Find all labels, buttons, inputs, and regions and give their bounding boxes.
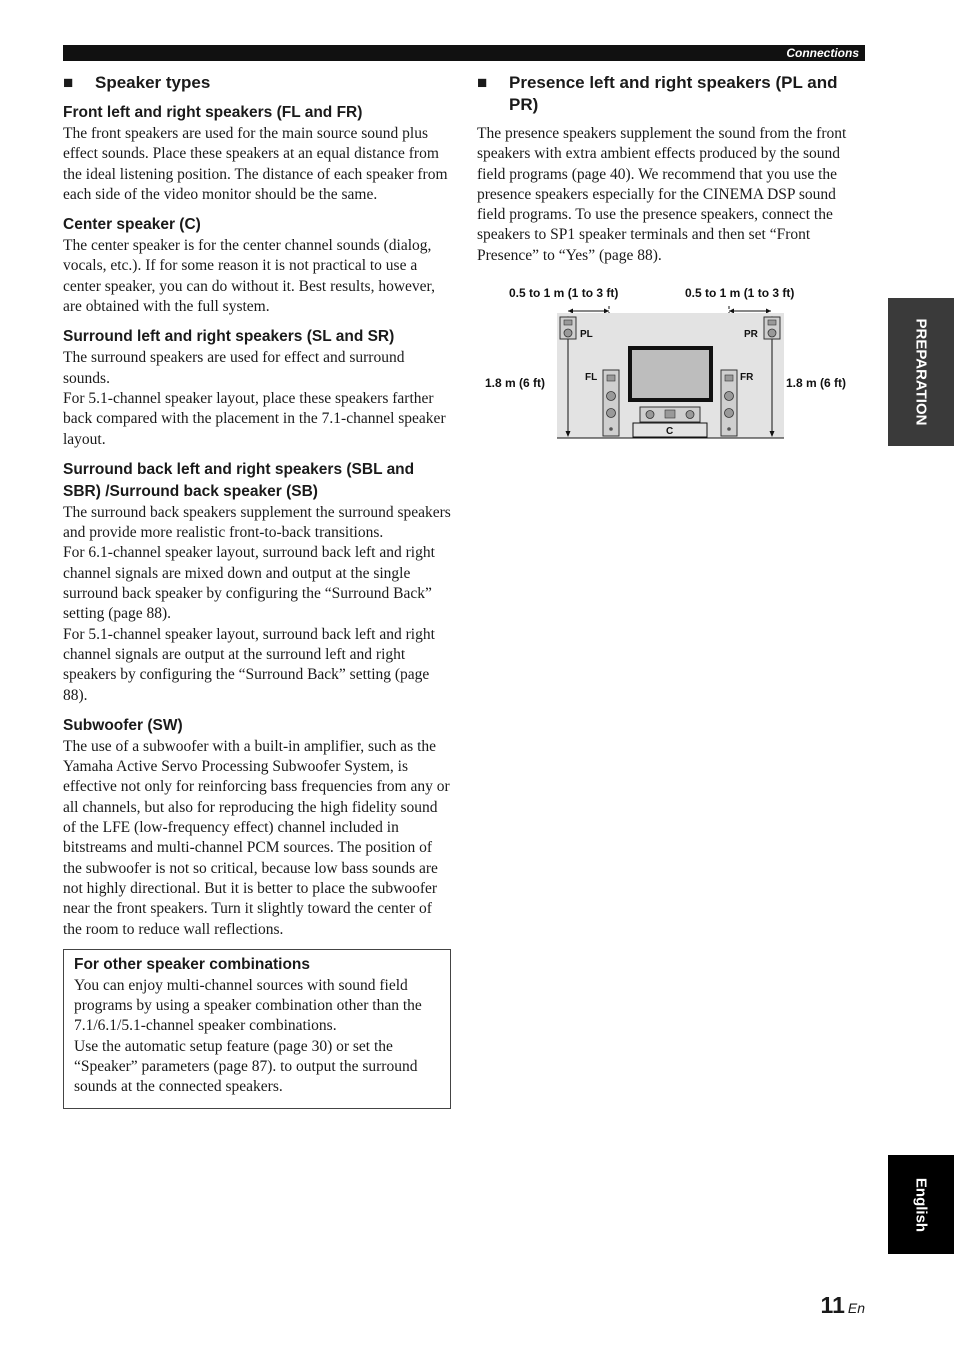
page-lang: En: [847, 1300, 865, 1316]
speaker-types-heading: ■ Speaker types: [63, 73, 211, 92]
pr-label: PR: [744, 329, 758, 340]
center-speaker: [640, 407, 700, 422]
height-left-label: 1.8 m (6 ft): [485, 376, 546, 390]
section-body: The center speaker is for the center channel sounds (dialog, vocals, etc.). If for some reason it is not practical to use a center speaker, you can do without it. Best results, however, are obtained with the full system.: [63, 237, 435, 316]
section-center: [63, 214, 451, 317]
page-number-value: 11: [820, 1292, 845, 1318]
pl-speaker: [560, 317, 576, 339]
section-title: Subwoofer (SW): [63, 716, 183, 734]
section-title: Front left and right speakers (FL and FR): [63, 104, 363, 121]
fl-label: FL: [585, 372, 598, 383]
right-column: [477, 72, 865, 266]
section-label: Connections: [786, 46, 859, 60]
fl-speaker: [603, 370, 619, 436]
side-tab-english: [888, 1155, 954, 1254]
page-number: [821, 1292, 865, 1319]
dist-left-label: 0.5 to 1 m (1 to 3 ft): [509, 286, 619, 300]
pr-speaker: [764, 317, 780, 339]
fr-speaker: [721, 370, 737, 436]
pl-label: PL: [580, 329, 593, 340]
dist-right-label: 0.5 to 1 m (1 to 3 ft): [685, 286, 795, 300]
note-title: For other speaker combinations: [74, 955, 310, 973]
side-tab-label: English: [912, 1177, 930, 1232]
presence-body: The presence speakers supplement the sound from the front speakers with extra ambient effects produced by the sound field programs (page 40). We recommend that you use the presence speakers especially for the CINEMA DSP sound field programs. To use the presence speakers, connect the speakers to SP1 speaker terminals and then set “Front Presence” to “Yes” (page 88).: [477, 125, 847, 264]
section-title: Surround left and right speakers (SL and SR): [63, 328, 395, 346]
left-column: [63, 72, 451, 1109]
note-box: [63, 949, 451, 1109]
section-surround-back: [63, 459, 451, 706]
section-title: Surround back left and right speakers (SBL and SBR) /Surround back speaker (SB): [63, 460, 415, 500]
section-body: The front speakers are used for the main source sound plus effect sounds. Place these speakers at an equal distance from the ideal listening position. The distance of each speaker from each side of the video monitor should be the same.: [63, 125, 448, 203]
section-surround: [63, 326, 451, 449]
section-title: Center speaker (C): [63, 216, 201, 234]
speaker-diagram: [477, 280, 877, 450]
section-body: The use of a subwoofer with a built-in amplifier, such as the Yamaha Active Servo Processing Subwoofer System, is effective not only for reinforcing bass frequencies from any or all channels, but also for reproducing the high fidelity sound of the LFE (low-frequency effect) channel included in bitstreams and multi-channel PCM sources. The position of the subwoofer is not so critical, because low bass sounds are not highly directional. But it is better to place the subwoofer near the front speakers. Turn it slightly toward the center of the room to reduce wall reflections.: [63, 737, 450, 938]
header-bar: [63, 45, 865, 61]
side-tab-label: PREPARATION: [912, 318, 930, 426]
section-body: The surround back speakers supplement the surround speakers and provide more realistic front-to-back transitions. For 6.1-channel speaker layout, surround back left and right channel signals are mixed down and output at the single surround back speaker by configuring the “Surround Back” setting (page 88). For 5.1-channel speaker layout, surround back left and right channel signals are output at the surround left and right speakers by configuring the “Surround Back” setting (page 88).: [63, 503, 451, 704]
tv-monitor: [628, 346, 713, 402]
c-label: C: [666, 426, 674, 437]
section-front: [63, 102, 451, 205]
side-tab-preparation: [888, 298, 954, 446]
height-right-label: 1.8 m (6 ft): [786, 376, 847, 390]
presence-heading: ■ Presence left and right speakers (PL and PR): [477, 73, 838, 114]
section-body: The surround speakers are used for effect and surround sounds. For 5.1-channel speaker layout, place these speakers farther back compared with the placement in the 7.1-channel speaker layout.: [63, 349, 446, 448]
note-body: You can enjoy multi-channel sources with sound field programs by using a speaker combination other than the 7.1/6.1/5.1-channel speaker combinations. Use the automatic setup feature (page 30) or set the “Speaker” parameters (page 87). to output the surround sounds at the connected speakers.: [74, 976, 422, 1096]
fr-label: FR: [740, 372, 754, 383]
section-subwoofer: [63, 715, 451, 940]
